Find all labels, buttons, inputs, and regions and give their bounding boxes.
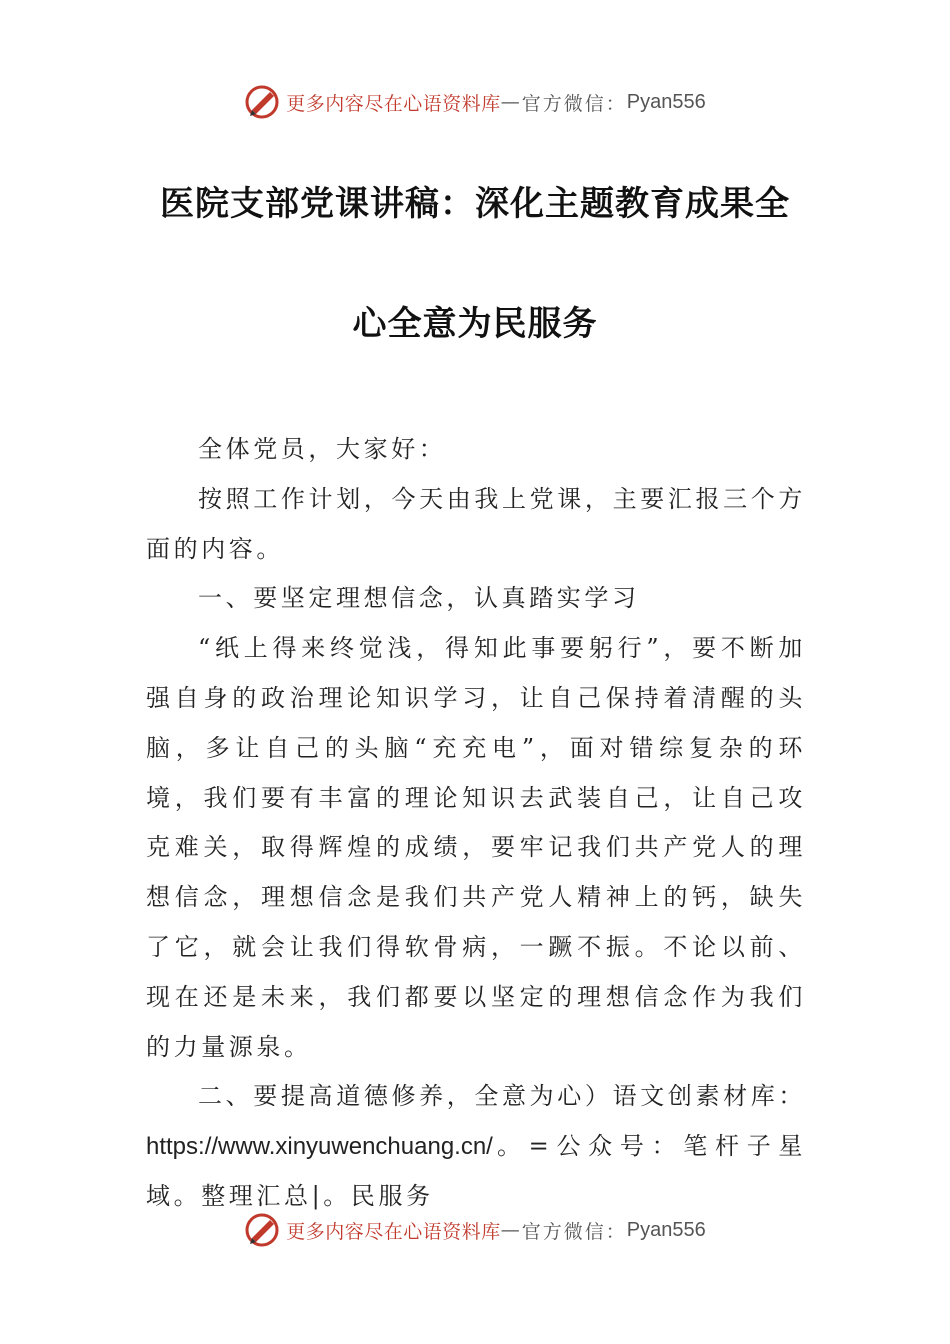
section2-prefix: 二、要提高道德修养，全意为心）语文创素材库： [198, 1082, 806, 1111]
document-body [146, 425, 806, 1222]
section1-heading: 一、要坚定理想信念，认真踏实学习 [198, 584, 640, 613]
section2-suffix: 。=公众号：笔杆子星域。整理汇总|。民服务 [146, 1132, 806, 1210]
intro-paragraph: 按照工作计划，今天由我上党课，主要汇报三个方面的内容。 [146, 484, 806, 563]
document-title-line-1: 医院支部党课讲稿：深化主题教育成果全 [160, 184, 790, 224]
section2-url-link[interactable]: https://www.xinyuwenchuang.cn/ [146, 1133, 493, 1161]
greeting-paragraph: 全体党员，大家好： [198, 435, 447, 463]
footer-official-label: 官方微信： [521, 1220, 627, 1243]
banner-dash: — [500, 91, 522, 113]
section1-paragraph: “纸上得来终觉浅，得知此事要躬行”，要不断加强自身的政治理论知识学习，让自己保持着清醒的头脑，多让自己的头脑“充充电”，面对错综复杂的环境，我们要有丰富的理论知识去武装自己，让自己攻克难关，取得辉煌的成绩，要牢记我们共产党人的理想信念，理想信念是我们共产党人精神上的钙，缺失了它，就会让我们得软骨病，一蹶不振。不论以前、现在还是未来，我们都要以坚定的理想信念作为我们的力量源泉。 [146, 634, 806, 1061]
pen-logo-icon [244, 1212, 280, 1248]
section2-paragraph [146, 1072, 806, 1221]
pen-logo-icon [244, 84, 280, 120]
footer-brand-text: 更多内容尽在心语资料库 [286, 1220, 501, 1243]
document-title-line-2: 心全意为民服务 [352, 304, 598, 344]
banner-official-label: 官方微信： [521, 92, 627, 115]
footer-dash: — [500, 1219, 522, 1241]
header-banner [0, 82, 950, 122]
banner-wechat-id: Pyan556 [626, 90, 706, 113]
footer-banner [0, 1210, 950, 1250]
banner-brand-text: 更多内容尽在心语资料库 [286, 92, 501, 115]
footer-wechat-id: Pyan556 [626, 1218, 706, 1241]
